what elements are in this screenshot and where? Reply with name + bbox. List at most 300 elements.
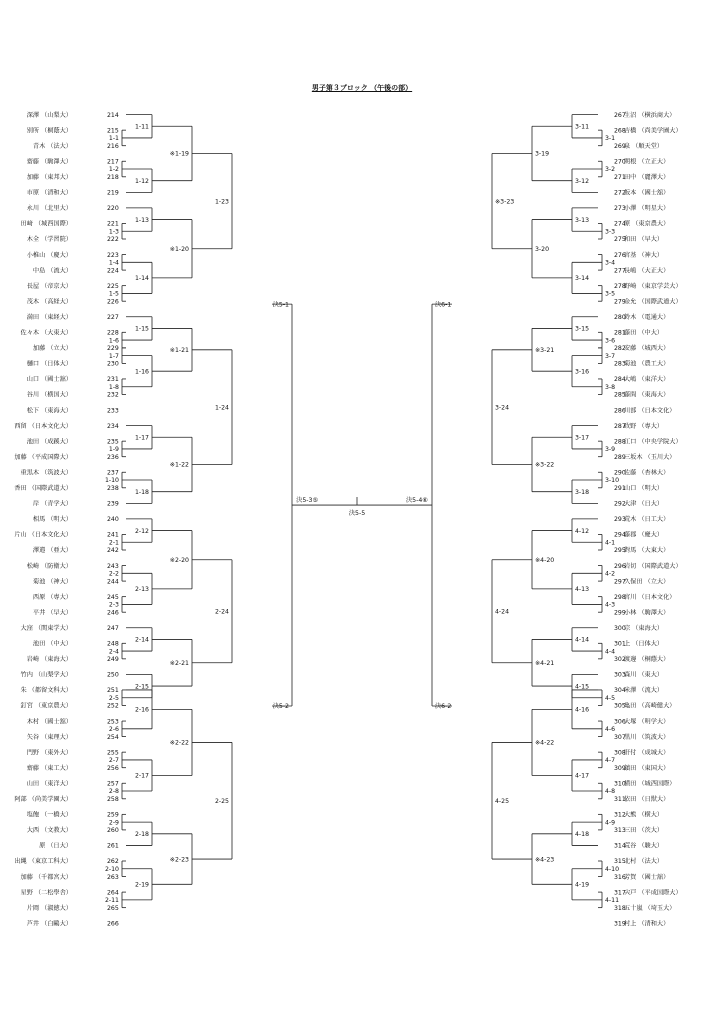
right-player-303: 森川 （東大） <box>624 671 664 679</box>
right-semi-top: 決6-1 <box>435 301 452 309</box>
match-label-3-17: 3-17 <box>575 434 590 442</box>
right-player-311: 依田 （日獣大） <box>624 796 670 803</box>
right-player-no-319: 319 <box>614 920 626 928</box>
right-player-310: 横田 （城西国際） <box>624 780 676 788</box>
right-player-271: 田中 （麗澤大） <box>624 174 670 181</box>
left-player-219: 市原 （清和大） <box>26 189 72 197</box>
match-label-2-11: 2-11 <box>104 897 119 905</box>
match-label-3-2: 3-2 <box>605 166 616 174</box>
right-player-302: 渡邊 （桐蔭大） <box>624 656 670 664</box>
right-player-no-301: 301 <box>614 640 626 648</box>
match-label-3-13: 3-13 <box>575 216 590 224</box>
match-label-2-7: 2-7 <box>108 757 119 765</box>
right-player-294: 藤郡 （慶大） <box>624 531 664 539</box>
left-player-no-222: 222 <box>107 236 119 244</box>
match-label-3-19: 3-19 <box>535 150 550 158</box>
match-label-1-3: 1-3 <box>108 228 119 236</box>
right-player-286: 川部 （日本文化） <box>624 407 676 415</box>
left-player-232: 谷川 （横国大） <box>26 391 72 399</box>
right-player-308: 肝付 （成城大） <box>624 749 670 757</box>
left-player-245: 西原 （専大） <box>32 593 72 601</box>
left-player-251: 朱 （都留文科大） <box>20 687 72 695</box>
right-player-no-274: 274 <box>614 220 626 228</box>
right-player-no-306: 306 <box>614 718 626 726</box>
left-player-no-230: 230 <box>107 360 119 368</box>
match-label-3-9: 3-9 <box>605 446 616 454</box>
match-label-1-15: 1-15 <box>134 325 149 333</box>
right-player-no-290: 290 <box>614 469 626 477</box>
right-player-no-317: 317 <box>614 889 626 897</box>
left-player-246: 平井 （早大） <box>32 609 72 617</box>
right-player-279: 金允 （国際武道大） <box>624 298 682 306</box>
left-player-220: 永川 （北里大） <box>26 205 72 213</box>
left-player-229: 加藤 （立大） <box>32 345 72 353</box>
right-player-no-307: 307 <box>614 733 626 741</box>
left-player-261: 原 （日大） <box>39 842 72 850</box>
left-player-no-264: 264 <box>107 889 119 897</box>
left-player-253: 木村 （國士舘） <box>26 718 72 726</box>
left-player-217: 齋藤 （駒澤大） <box>26 158 72 166</box>
left-player-249: 岩崎 （東海大） <box>26 656 72 664</box>
match-label-4-2: 4-2 <box>605 570 616 578</box>
left-player-218: 加藤 （東邦大） <box>26 174 72 181</box>
right-player-292: 大津 （日大） <box>624 500 664 508</box>
left-player-234: 西留 （日本文化大） <box>14 422 72 430</box>
match-label-4-14: 4-14 <box>575 636 590 644</box>
left-player-262: 出縄 （東京工科大） <box>14 858 72 866</box>
left-player-no-251: 251 <box>107 687 119 695</box>
match-label-※4-22: ※4-22 <box>535 739 555 747</box>
right-player-285: 藤間 （東海大） <box>624 391 670 399</box>
right-player-270: 関根 （立正大） <box>624 158 670 166</box>
match-label-4-6: 4-6 <box>605 726 616 734</box>
right-player-300: 宗 （東海大） <box>624 624 664 632</box>
left-player-231: 山口 （國士舘） <box>26 376 72 384</box>
match-label-2-10: 2-10 <box>104 865 119 873</box>
match-label-※2-20: ※2-20 <box>169 556 189 564</box>
right-player-no-281: 281 <box>614 329 626 337</box>
match-label-1-24: 1-24 <box>214 404 229 412</box>
right-player-no-303: 303 <box>614 671 626 679</box>
left-player-223: 小椎山 （慶大） <box>26 251 72 259</box>
match-label-2-6: 2-6 <box>108 726 119 734</box>
match-label-※2-23: ※2-23 <box>169 856 189 864</box>
right-player-no-276: 276 <box>614 251 626 259</box>
left-player-no-236: 236 <box>107 453 119 461</box>
left-player-no-225: 225 <box>107 282 119 290</box>
match-label-1-4: 1-4 <box>108 259 119 267</box>
match-label-※4-20: ※4-20 <box>535 556 555 564</box>
match-label-4-12: 4-12 <box>575 527 590 535</box>
match-label-3-16: 3-16 <box>575 368 590 376</box>
match-label-2-3: 2-3 <box>108 601 119 609</box>
left-player-254: 矢谷 （東理大） <box>26 733 72 741</box>
left-player-no-254: 254 <box>107 733 119 741</box>
right-player-282: 安藤 （城西大） <box>624 345 670 353</box>
match-label-3-10: 3-10 <box>605 477 620 485</box>
match-label-※3-21: ※3-21 <box>535 346 555 354</box>
match-label-4-5: 4-5 <box>605 694 616 702</box>
right-player-no-318: 318 <box>614 904 626 912</box>
match-label-※2-22: ※2-22 <box>169 739 189 747</box>
left-player-no-263: 263 <box>107 873 119 881</box>
match-label-1-18: 1-18 <box>134 488 149 496</box>
left-player-228: 佐々木 （大東大） <box>20 329 72 337</box>
match-label-3-15: 3-15 <box>575 325 590 333</box>
left-player-264: 星野 （二松學舎） <box>20 889 72 897</box>
right-player-287: 政野 （専大） <box>624 422 664 430</box>
right-final-label: 決5-4⑥ <box>406 497 428 505</box>
left-player-no-241: 241 <box>107 531 119 539</box>
right-player-no-289: 289 <box>614 453 626 461</box>
left-player-255: 門野 （東外大） <box>26 749 72 757</box>
match-label-3-3: 3-3 <box>605 228 616 236</box>
match-label-3-6: 3-6 <box>605 337 616 345</box>
match-label-3-12: 3-12 <box>575 177 590 185</box>
match-label-2-16: 2-16 <box>134 706 149 714</box>
match-label-※1-20: ※1-20 <box>169 245 189 253</box>
match-label-1-1: 1-1 <box>108 135 119 143</box>
left-player-no-258: 258 <box>107 796 119 803</box>
left-player-239: 岸 （青学大） <box>32 500 72 508</box>
left-player-238: 香田 （国際武道大） <box>14 485 72 492</box>
left-player-no-218: 218 <box>107 174 119 181</box>
left-player-no-259: 259 <box>107 811 119 819</box>
left-player-no-260: 260 <box>107 827 119 835</box>
left-player-no-265: 265 <box>107 904 119 912</box>
right-player-no-293: 293 <box>614 516 626 524</box>
right-player-no-294: 294 <box>614 531 626 539</box>
left-player-no-215: 215 <box>107 127 119 135</box>
left-player-256: 齋藤 （東工大） <box>26 764 72 772</box>
right-player-304: 米澤 （流大） <box>624 687 664 695</box>
right-player-no-296: 296 <box>614 562 626 570</box>
left-player-no-219: 219 <box>107 189 119 197</box>
right-player-no-287: 287 <box>614 422 626 430</box>
right-player-no-267: 267 <box>614 111 626 119</box>
right-player-no-279: 279 <box>614 298 626 306</box>
match-label-4-11: 4-11 <box>605 897 620 905</box>
match-label-1-10: 1-10 <box>104 477 119 485</box>
right-player-317: 宍戸 （平成国際大） <box>624 889 682 897</box>
match-label-※1-19: ※1-19 <box>169 150 189 158</box>
right-player-no-283: 283 <box>614 360 626 368</box>
left-player-221: 田﨑 （城西国際） <box>20 220 72 228</box>
right-player-no-291: 291 <box>614 485 626 492</box>
right-player-no-278: 278 <box>614 282 626 290</box>
match-label-1-23: 1-23 <box>214 198 229 206</box>
match-label-2-19: 2-19 <box>134 881 149 889</box>
right-player-291: 山口 （明大） <box>624 485 664 492</box>
left-player-225: 長屋 （帝京大） <box>26 282 72 290</box>
match-label-2-8: 2-8 <box>108 788 119 796</box>
left-player-no-223: 223 <box>107 251 119 259</box>
match-label-1-17: 1-17 <box>134 434 149 442</box>
left-semi-bot: 決5-2 <box>272 703 289 711</box>
right-player-269: 泉 （順天堂） <box>624 142 664 150</box>
right-player-no-308: 308 <box>614 749 626 757</box>
match-label-2-24: 2-24 <box>214 608 229 616</box>
right-player-no-316: 316 <box>614 873 626 881</box>
left-player-258: 阿部 （尚美学園大） <box>14 796 72 803</box>
match-label-2-15: 2-15 <box>134 683 149 691</box>
left-player-243: 松崎 （防衛大） <box>26 562 72 570</box>
left-player-no-262: 262 <box>107 858 119 866</box>
match-label-4-8: 4-8 <box>605 788 616 796</box>
left-player-no-226: 226 <box>107 298 119 306</box>
right-player-no-305: 305 <box>614 702 626 710</box>
match-label-3-1: 3-1 <box>605 135 616 143</box>
left-player-no-239: 239 <box>107 500 119 508</box>
match-label-4-19: 4-19 <box>575 881 590 889</box>
match-label-4-25: 4-25 <box>495 797 510 805</box>
match-label-4-24: 4-24 <box>495 608 510 616</box>
match-label-2-14: 2-14 <box>134 636 149 644</box>
right-player-313: 三田 （茨大） <box>624 827 664 835</box>
left-player-no-250: 250 <box>107 671 119 679</box>
match-label-1-2: 1-2 <box>108 166 119 174</box>
match-label-2-9: 2-9 <box>108 819 119 827</box>
left-player-no-224: 224 <box>107 267 119 275</box>
match-label-4-17: 4-17 <box>575 772 590 780</box>
left-player-no-253: 253 <box>107 718 119 726</box>
right-player-297: 久保田 （立大） <box>624 578 670 586</box>
right-player-290: 佐藤 （杏林大） <box>624 469 670 477</box>
right-player-274: 原 （東京農大） <box>624 220 670 228</box>
left-player-216: 青木 （法大） <box>32 142 72 150</box>
left-player-no-229: 229 <box>107 345 119 353</box>
match-label-※1-22: ※1-22 <box>169 461 189 469</box>
match-label-1-5: 1-5 <box>108 290 119 298</box>
right-player-307: 黒川 （筑波大） <box>624 733 670 741</box>
right-player-no-297: 297 <box>614 578 626 586</box>
match-label-2-25: 2-25 <box>214 797 229 805</box>
left-player-no-231: 231 <box>107 376 119 384</box>
right-player-289: 三坂木 （玉川大） <box>624 453 676 461</box>
match-label-2-5: 2-5 <box>108 694 119 702</box>
left-player-no-228: 228 <box>107 329 119 337</box>
right-player-267: 生沼 （横浜商大） <box>624 111 676 119</box>
left-player-no-240: 240 <box>107 516 119 524</box>
right-player-316: 芳賀 （國士舘） <box>624 873 670 881</box>
right-player-no-269: 269 <box>614 142 626 150</box>
left-player-no-217: 217 <box>107 158 119 166</box>
left-player-240: 相馬 （明大） <box>32 516 72 524</box>
right-player-no-271: 271 <box>614 174 626 181</box>
left-player-227: 満田 （東経大） <box>26 313 72 321</box>
right-player-278: 野崎 （東京学芸大） <box>624 282 682 290</box>
right-player-no-313: 313 <box>614 827 626 835</box>
right-player-no-275: 275 <box>614 236 626 244</box>
right-player-no-282: 282 <box>614 345 626 353</box>
match-label-4-16: 4-16 <box>575 706 590 714</box>
left-player-no-214: 214 <box>107 111 119 119</box>
right-player-301: 上 （日体大） <box>624 640 664 648</box>
right-player-no-311: 311 <box>614 796 626 803</box>
left-player-236: 加藤 （平成国際大） <box>14 453 72 461</box>
right-player-295: 對馬 （大東大） <box>624 547 670 555</box>
left-player-no-220: 220 <box>107 205 119 213</box>
final-label: 決5-5 <box>348 510 366 518</box>
left-player-no-247: 247 <box>107 624 119 632</box>
right-player-no-273: 273 <box>614 205 626 213</box>
right-player-no-268: 268 <box>614 127 626 135</box>
match-label-1-16: 1-16 <box>134 368 149 376</box>
match-label-3-8: 3-8 <box>605 383 616 391</box>
right-player-no-285: 285 <box>614 391 626 399</box>
right-player-no-315: 315 <box>614 858 626 866</box>
match-label-1-7: 1-7 <box>108 352 119 360</box>
right-player-no-309: 309 <box>614 764 626 772</box>
left-player-266: 芦井 （白鷗大） <box>26 920 72 928</box>
left-player-no-255: 255 <box>107 749 119 757</box>
right-player-no-284: 284 <box>614 376 626 384</box>
right-player-no-272: 272 <box>614 189 626 197</box>
match-label-4-13: 4-13 <box>575 586 590 594</box>
right-player-no-292: 292 <box>614 500 626 508</box>
match-label-1-12: 1-12 <box>134 177 149 185</box>
match-label-2-2: 2-2 <box>108 570 119 578</box>
left-player-226: 茂木 （高経大） <box>26 298 72 306</box>
match-label-4-10: 4-10 <box>605 865 620 873</box>
right-player-315: 北村 （法大） <box>624 858 664 866</box>
right-player-284: 大嶋 （東洋大） <box>624 376 670 384</box>
left-player-no-235: 235 <box>107 438 119 446</box>
right-player-296: 岩切 （国際武道大） <box>624 562 682 570</box>
match-label-※3-22: ※3-22 <box>535 461 555 469</box>
right-player-293: 荒木 （日工大） <box>624 516 670 524</box>
left-player-260: 大西 （文教大） <box>26 827 72 835</box>
right-player-no-304: 304 <box>614 687 626 695</box>
right-player-no-286: 286 <box>614 407 626 415</box>
match-label-1-6: 1-6 <box>108 337 119 345</box>
right-player-319: 村上 （清和大） <box>624 920 670 928</box>
left-player-230: 樋口 （日体大） <box>26 360 72 368</box>
right-player-280: 鈴木 （電通大） <box>624 313 670 321</box>
left-player-no-232: 232 <box>107 391 119 399</box>
right-player-299: 小林 （駒澤大） <box>624 609 670 617</box>
match-label-4-18: 4-18 <box>575 830 590 838</box>
left-player-250: 竹内 （山梨学大） <box>20 671 72 679</box>
right-player-no-298: 298 <box>614 593 626 601</box>
left-player-244: 菊池 （神大） <box>32 578 72 586</box>
match-label-4-7: 4-7 <box>605 757 616 765</box>
right-player-288: 江口 （中央学院大） <box>624 438 682 446</box>
left-player-no-242: 242 <box>107 547 119 555</box>
left-player-no-256: 256 <box>107 764 119 772</box>
page-title: 男子第３ブロック （午後の部） <box>311 84 413 92</box>
left-player-257: 山田 （東洋大） <box>26 780 72 788</box>
left-player-no-221: 221 <box>107 220 119 228</box>
left-player-242: 澤邉 （亜大） <box>32 547 72 555</box>
left-player-237: 重黒木 （筑波大） <box>20 469 72 477</box>
left-player-247: 大窪 （関東学大） <box>20 624 72 632</box>
right-semi-bot: 決6-2 <box>435 703 452 711</box>
left-player-no-245: 245 <box>107 593 119 601</box>
right-player-318: 五十嵐 （埼玉大） <box>624 904 676 912</box>
match-label-2-4: 2-4 <box>108 648 119 656</box>
match-label-2-18: 2-18 <box>134 830 149 838</box>
right-player-no-300: 300 <box>614 624 626 632</box>
match-label-4-9: 4-9 <box>605 819 616 827</box>
left-player-no-216: 216 <box>107 142 119 150</box>
match-label-3-14: 3-14 <box>575 275 590 283</box>
right-player-275: 和田 （早大） <box>624 236 664 244</box>
match-label-4-3: 4-3 <box>605 601 616 609</box>
match-label-3-18: 3-18 <box>575 488 590 496</box>
left-player-265: 片岡 （淑徳大） <box>26 904 72 912</box>
left-final-label: 決5-3⑤ <box>296 497 318 505</box>
right-player-309: 鎮田 （東国大） <box>624 764 670 772</box>
right-player-277: 長嶋 （大正大） <box>624 267 670 275</box>
match-label-4-1: 4-1 <box>605 539 616 547</box>
right-player-no-295: 295 <box>614 547 626 555</box>
right-player-no-310: 310 <box>614 780 626 788</box>
left-player-263: 加藤 （千都宮大） <box>20 873 72 881</box>
left-semi-top: 決5-1 <box>272 301 289 309</box>
match-label-3-5: 3-5 <box>605 290 616 298</box>
match-label-4-15: 4-15 <box>575 683 590 691</box>
right-player-no-312: 312 <box>614 811 626 819</box>
match-label-2-17: 2-17 <box>134 772 149 780</box>
left-player-no-246: 246 <box>107 609 119 617</box>
right-player-no-270: 270 <box>614 158 626 166</box>
right-player-no-288: 288 <box>614 438 626 446</box>
match-label-※2-21: ※2-21 <box>169 659 189 667</box>
match-label-1-8: 1-8 <box>108 383 119 391</box>
left-player-252: 釘宮 （東京農大） <box>20 702 72 710</box>
right-player-281: 藤田 （中大） <box>624 329 664 337</box>
left-player-248: 池田 （中大） <box>32 640 72 648</box>
right-player-268: 吉橋 （尚美学園大） <box>624 127 682 135</box>
left-player-no-261: 261 <box>107 842 119 850</box>
left-player-no-266: 266 <box>107 920 119 928</box>
right-player-312: 大熊 （横大） <box>624 811 664 819</box>
right-player-272: 坂本 （國士舘） <box>624 189 670 197</box>
left-player-233: 松下 （東海大） <box>26 407 72 415</box>
left-player-no-257: 257 <box>107 780 119 788</box>
right-player-283: 菊池 （農工大） <box>624 360 670 368</box>
left-player-no-243: 243 <box>107 562 119 570</box>
right-player-273: 小澤 （明星大） <box>624 205 670 213</box>
left-player-259: 塩飽 （一橋大） <box>26 811 72 819</box>
left-player-214: 深澤 （山梨大） <box>26 111 72 119</box>
right-player-306: 大塚 （明学大） <box>624 718 670 726</box>
left-player-222: 木全 （学習院） <box>26 236 72 244</box>
match-label-4-4: 4-4 <box>605 648 616 656</box>
match-label-3-24: 3-24 <box>495 404 510 412</box>
left-player-no-237: 237 <box>107 469 119 477</box>
left-player-241: 片山 （日本文化大） <box>14 531 72 539</box>
match-label-1-13: 1-13 <box>134 216 149 224</box>
right-player-no-277: 277 <box>614 267 626 275</box>
left-player-no-252: 252 <box>107 702 119 710</box>
right-player-276: 宮基 （神大） <box>624 251 664 259</box>
right-player-314: 荒谷 （駿大） <box>624 842 664 850</box>
left-player-no-249: 249 <box>107 656 119 664</box>
match-label-2-13: 2-13 <box>134 586 149 594</box>
match-label-3-20: 3-20 <box>535 245 550 253</box>
left-player-no-234: 234 <box>107 422 119 430</box>
left-player-no-238: 238 <box>107 485 119 492</box>
left-player-no-248: 248 <box>107 640 119 648</box>
match-label-2-1: 2-1 <box>108 539 119 547</box>
right-player-298: 宮川 （日本文化） <box>624 593 676 601</box>
match-label-3-11: 3-11 <box>575 123 590 131</box>
left-player-no-233: 233 <box>107 407 119 415</box>
right-player-no-314: 314 <box>614 842 626 850</box>
match-label-※3-23: ※3-23 <box>495 198 515 206</box>
